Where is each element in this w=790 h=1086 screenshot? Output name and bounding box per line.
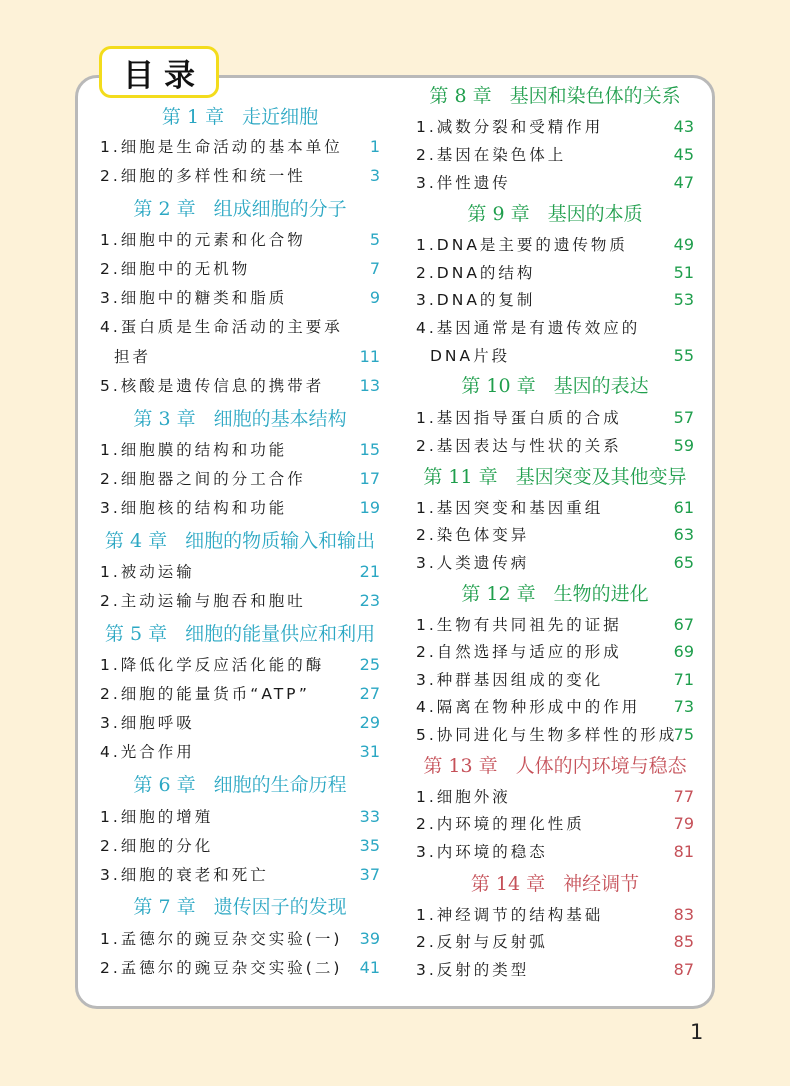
entry-page-number: 29 — [359, 713, 380, 732]
entry-page-number: 45 — [673, 145, 694, 164]
entry-title: 3.反射的类型 — [416, 961, 530, 979]
toc-entry[interactable] — [100, 740, 380, 764]
entry-page-number: 25 — [359, 655, 380, 674]
chapter-number: 第 2 章 — [133, 198, 196, 220]
toc-entry[interactable] — [100, 345, 380, 369]
chapter-number: 第 4 章 — [104, 530, 168, 552]
entry-page-number: 13 — [359, 376, 380, 395]
chapter-number: 第 10 章 — [461, 375, 536, 397]
toc-entry[interactable] — [416, 668, 694, 692]
toc-entry[interactable] — [416, 640, 694, 664]
entry-title: 2.基因表达与性状的关系 — [416, 437, 622, 455]
entry-title: 1.生物有共同祖先的证据 — [416, 616, 622, 634]
entry-page-number: 19 — [359, 498, 380, 517]
chapter-number: 第 9 章 — [467, 203, 530, 225]
entry-title: 3.内环境的稳态 — [416, 843, 548, 861]
chapter-heading[interactable] — [416, 754, 694, 778]
entry-page-number: 1 — [369, 137, 380, 156]
entry-page-number: 7 — [369, 259, 380, 278]
chapter-title: 人体的内环境与稳态 — [515, 755, 687, 777]
chapter-title: 组成细胞的分子 — [213, 198, 347, 220]
chapter-heading[interactable] — [416, 374, 694, 398]
entry-title: 2.内环境的理化性质 — [416, 815, 585, 833]
entry-title: 1.减数分裂和受精作用 — [416, 118, 604, 136]
toc-entry[interactable] — [416, 785, 694, 809]
chapter-number: 第 7 章 — [133, 896, 196, 918]
chapter-number: 第 3 章 — [133, 408, 196, 430]
entry-title: 3.细胞呼吸 — [100, 714, 195, 732]
entry-page-number: 59 — [673, 436, 694, 455]
entry-page-number: 69 — [673, 642, 694, 661]
entry-title: 2.染色体变异 — [416, 526, 530, 544]
entry-title: 2.细胞的能量货币“ATP” — [100, 685, 310, 703]
entry-title: 1.被动运输 — [100, 563, 195, 581]
chapter-title: 细胞的基本结构 — [213, 408, 347, 430]
entry-page-number: 31 — [359, 742, 380, 761]
entry-title: 3.DNA的复制 — [416, 291, 536, 309]
entry-page-number: 63 — [673, 525, 694, 544]
toc-entry[interactable] — [416, 115, 694, 139]
entry-page-number: 21 — [359, 562, 380, 581]
entry-title: 5.核酸是遗传信息的携带者 — [100, 377, 325, 395]
entry-page-number: 47 — [673, 173, 694, 192]
entry-title: 4.基因通常是有遗传效应的 — [416, 319, 641, 337]
entry-title: 1.细胞外液 — [416, 788, 511, 806]
chapter-heading[interactable] — [416, 84, 694, 108]
entry-title: DNA片段 — [430, 347, 511, 365]
entry-page-number: 65 — [673, 553, 694, 572]
toc-entry[interactable] — [416, 233, 694, 257]
toc-entry[interactable] — [416, 840, 694, 864]
entry-page-number: 51 — [673, 263, 694, 282]
page-number: 1 — [690, 1020, 704, 1044]
entry-title: 1.神经调节的结构基础 — [416, 906, 604, 924]
entry-title: 3.细胞中的糖类和脂质 — [100, 289, 288, 307]
entry-title: 2.细胞的分化 — [100, 837, 214, 855]
entry-page-number: 49 — [673, 235, 694, 254]
entry-page-number: 83 — [673, 905, 694, 924]
entry-page-number: 67 — [673, 615, 694, 634]
toc-entry[interactable] — [100, 164, 380, 188]
chapter-number: 第 6 章 — [133, 774, 196, 796]
toc-entry[interactable] — [100, 228, 380, 252]
entry-page-number: 53 — [673, 290, 694, 309]
entry-title: 1.基因指导蛋白质的合成 — [416, 409, 622, 427]
chapter-title: 走近细胞 — [242, 106, 319, 128]
entry-page-number: 77 — [673, 787, 694, 806]
entry-title: 2.反射与反射弧 — [416, 933, 548, 951]
entry-page-number: 79 — [673, 814, 694, 833]
toc-entry[interactable] — [100, 560, 380, 584]
entry-title: 3.人类遗传病 — [416, 554, 530, 572]
entry-page-number: 15 — [359, 440, 380, 459]
toc-entry[interactable] — [100, 135, 380, 159]
chapter-heading[interactable] — [100, 773, 380, 797]
entry-title: 1.细胞中的元素和化合物 — [100, 231, 306, 249]
toc-entry[interactable] — [416, 316, 694, 340]
toc-entry[interactable] — [416, 903, 694, 927]
toc-entry[interactable] — [100, 956, 380, 980]
chapter-title: 细胞的物质输入和输出 — [185, 530, 376, 552]
entry-title: 1.细胞的增殖 — [100, 808, 214, 826]
toc-entry[interactable] — [416, 171, 694, 195]
chapter-title: 细胞的生命历程 — [213, 774, 347, 796]
chapter-heading[interactable] — [100, 197, 380, 221]
chapter-heading[interactable] — [416, 202, 694, 226]
toc-entry[interactable] — [100, 711, 380, 735]
entry-page-number: 71 — [673, 670, 694, 689]
entry-title: 4.光合作用 — [100, 743, 195, 761]
toc-entry[interactable] — [100, 315, 380, 339]
chapter-title: 基因的表达 — [553, 375, 649, 397]
entry-page-number: 33 — [359, 807, 380, 826]
entry-title: 2.主动运输与胞吞和胞吐 — [100, 592, 306, 610]
chapter-heading[interactable] — [100, 105, 380, 129]
chapter-number: 第 11 章 — [423, 466, 498, 488]
entry-title: 3.细胞核的结构和功能 — [100, 499, 288, 517]
entry-title: 1.细胞膜的结构和功能 — [100, 441, 288, 459]
entry-title: 2.细胞器之间的分工合作 — [100, 470, 306, 488]
chapter-heading[interactable] — [100, 529, 380, 553]
chapter-number: 第 8 章 — [429, 85, 492, 107]
toc-entry[interactable] — [100, 257, 380, 281]
toc-entry[interactable] — [100, 496, 380, 520]
entry-page-number: 75 — [673, 725, 694, 744]
chapter-title: 基因突变及其他变异 — [515, 466, 687, 488]
entry-page-number: 41 — [359, 958, 380, 977]
entry-page-number: 55 — [673, 346, 694, 365]
chapter-title: 遗传因子的发现 — [213, 896, 347, 918]
entry-page-number: 39 — [359, 929, 380, 948]
entry-title: 2.自然选择与适应的形成 — [416, 643, 622, 661]
chapter-number: 第 1 章 — [161, 106, 225, 128]
entry-page-number: 11 — [359, 347, 380, 366]
entry-title: 3.种群基因组成的变化 — [416, 671, 604, 689]
toc-entry[interactable] — [100, 374, 380, 398]
entry-title: 2.细胞的多样性和统一性 — [100, 167, 306, 185]
chapter-heading[interactable] — [100, 622, 380, 646]
entry-page-number: 17 — [359, 469, 380, 488]
toc-entry[interactable] — [100, 467, 380, 491]
entry-title: 4.蛋白质是生命活动的主要承 — [100, 318, 343, 336]
toc-entry[interactable] — [416, 812, 694, 836]
entry-title: 2.孟德尔的豌豆杂交实验(二) — [100, 959, 343, 977]
toc-entry[interactable] — [100, 863, 380, 887]
toc-entry[interactable] — [416, 406, 694, 430]
toc-entry[interactable] — [100, 682, 380, 706]
toc-heading: 目录 — [99, 46, 219, 98]
entry-page-number: 5 — [369, 230, 380, 249]
entry-title: 3.伴性遗传 — [416, 174, 511, 192]
toc-entry[interactable] — [416, 930, 694, 954]
entry-page-number: 61 — [673, 498, 694, 517]
entry-page-number: 57 — [673, 408, 694, 427]
toc-entry[interactable] — [416, 261, 694, 285]
toc-entry[interactable] — [416, 288, 694, 312]
entry-page-number: 81 — [673, 842, 694, 861]
entry-title: 3.细胞的衰老和死亡 — [100, 866, 269, 884]
entry-page-number: 87 — [673, 960, 694, 979]
toc-entry[interactable] — [416, 695, 694, 719]
chapter-heading[interactable] — [416, 872, 694, 896]
toc-entry[interactable] — [416, 723, 694, 747]
toc-entry[interactable] — [416, 551, 694, 575]
entry-page-number: 3 — [369, 166, 380, 185]
entry-title: 2.基因在染色体上 — [416, 146, 567, 164]
toc-entry[interactable] — [100, 834, 380, 858]
chapter-heading[interactable] — [100, 895, 380, 919]
entry-page-number: 85 — [673, 932, 694, 951]
toc-entry[interactable] — [100, 589, 380, 613]
entry-title: 1.降低化学反应活化能的酶 — [100, 656, 325, 674]
entry-title: 4.隔离在物种形成中的作用 — [416, 698, 641, 716]
toc-entry[interactable] — [416, 958, 694, 982]
entry-title: 2.DNA的结构 — [416, 264, 536, 282]
entry-page-number: 23 — [359, 591, 380, 610]
toc-entry[interactable] — [100, 653, 380, 677]
toc-entry[interactable] — [100, 438, 380, 462]
entry-title: 2.细胞中的无机物 — [100, 260, 251, 278]
entry-title: 1.DNA是主要的遗传物质 — [416, 236, 628, 254]
chapter-heading[interactable] — [416, 465, 694, 489]
entry-title: 1.孟德尔的豌豆杂交实验(一) — [100, 930, 343, 948]
entry-title: 1.细胞是生命活动的基本单位 — [100, 138, 343, 156]
toc-entry[interactable] — [100, 805, 380, 829]
toc-entry[interactable] — [100, 927, 380, 951]
chapter-number: 第 5 章 — [104, 623, 168, 645]
chapter-heading[interactable] — [416, 582, 694, 606]
entry-page-number: 43 — [673, 117, 694, 136]
chapter-title: 神经调节 — [563, 873, 640, 895]
entry-title: 5.协同进化与生物多样性的形成 — [416, 726, 678, 744]
toc-entry[interactable] — [416, 496, 694, 520]
entry-page-number: 35 — [359, 836, 380, 855]
toc-entry[interactable] — [416, 523, 694, 547]
toc-entry[interactable] — [416, 143, 694, 167]
toc-entry[interactable] — [100, 286, 380, 310]
toc-entry[interactable] — [416, 613, 694, 637]
chapter-title: 细胞的能量供应和利用 — [185, 623, 376, 645]
chapter-title: 基因的本质 — [547, 203, 643, 225]
chapter-number: 第 12 章 — [461, 583, 536, 605]
entry-page-number: 9 — [369, 288, 380, 307]
chapter-heading[interactable] — [100, 407, 380, 431]
entry-title: 担者 — [114, 348, 152, 366]
toc-entry[interactable] — [416, 434, 694, 458]
entry-page-number: 73 — [673, 697, 694, 716]
entry-page-number: 37 — [359, 865, 380, 884]
chapter-title: 基因和染色体的关系 — [509, 85, 681, 107]
toc-entry[interactable] — [416, 344, 694, 368]
entry-page-number: 27 — [359, 684, 380, 703]
chapter-number: 第 13 章 — [423, 755, 498, 777]
chapter-title: 生物的进化 — [553, 583, 649, 605]
entry-title: 1.基因突变和基因重组 — [416, 499, 604, 517]
chapter-number: 第 14 章 — [470, 873, 546, 895]
